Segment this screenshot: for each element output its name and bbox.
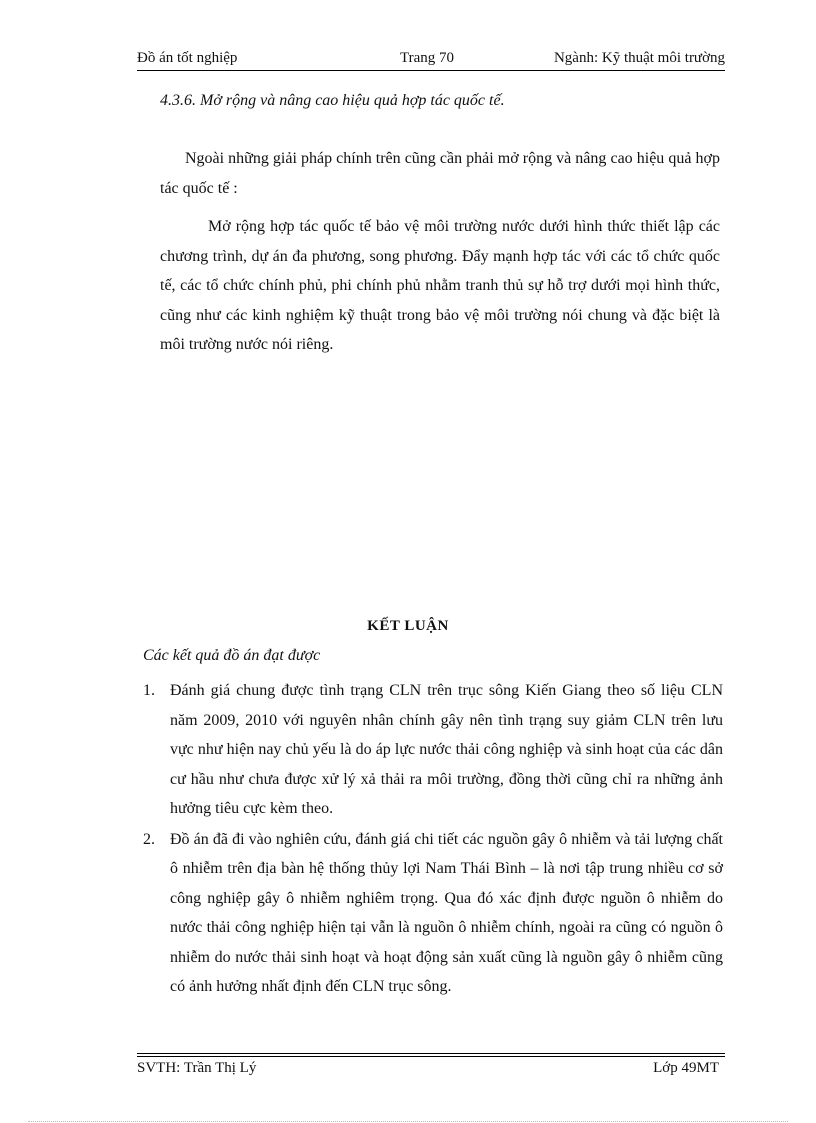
list-item-text: Đánh giá chung được tình trạng CLN trên trục sông Kiến Giang theo số liệu CLN năm 2009, 2010 với nguyên nhân chính gây nên tình trạng suy giảm CLN trên lưu vực như hiện nay chủ yếu là do áp lực nước thải công nghiệp và sinh hoạt của các dân cư hầu như chưa được xử lý xả thải ra môi trường, đồng thời cũng chỉ ra những ảnh hưởng tiêu cực kèm theo. — [170, 682, 723, 817]
footer-student: SVTH: Trần Thị Lý — [137, 1060, 257, 1076]
section-title: 4.3.6. Mở rộng và nâng cao hiệu quả hợp tác quốc tế. — [160, 92, 505, 109]
header-page-number: Trang 70 — [400, 50, 455, 66]
list-item-number: 1. — [143, 682, 155, 699]
conclusion-subtitle: Các kết quả đồ án đạt được — [143, 647, 321, 664]
list-item-number: 2. — [143, 830, 155, 848]
section-intro-paragraph: Ngoài những giải pháp chính trên cũng cần phải mở rộng và nâng cao hiệu quả hợp tác quốc tế : — [160, 150, 720, 197]
page-edge-divider — [28, 1121, 788, 1122]
section-body-paragraph: Mở rộng hợp tác quốc tế bảo vệ môi trường nước dưới hình thức thiết lập các chương trình, dự án đa phương, song phương. Đẩy mạnh hợp tác với các tổ chức quốc tế, các tổ chức chính phủ, phi chính phủ nhằm tranh thủ sự hỗ trợ dưới mọi hình thức, cũng như các kinh nghiệm kỹ thuật trong bảo vệ môi trường nói chung và đặc biệt là môi trường nước nói riêng. — [160, 218, 720, 353]
page-footer — [137, 1053, 725, 1078]
conclusion-list — [143, 676, 723, 1002]
conclusion-heading: KẾT LUẬN — [367, 618, 449, 634]
header-doc-type: Đồ án tốt nghiệp — [137, 50, 238, 66]
header-major: Ngành: Kỹ thuật môi trường — [553, 50, 725, 66]
list-item — [143, 676, 723, 824]
list-item — [143, 825, 723, 1002]
page-header — [137, 50, 725, 71]
list-item-text: Đồ án đã đi vào nghiên cứu, đánh giá chi tiết các nguồn gây ô nhiễm và tải lượng chất ô nhiễm trên địa bàn hệ thống thủy lợi Nam Thái Bình – là nơi tập trung nhiều cơ sở công nghiệp gây ô nhiễm nghiêm trọng. Qua đó xác định được nguồn ô nhiễm do nước thải công nghiệp hiện tại vẫn là nguồn ô nhiễm chính, ngoài ra cũng có nguồn ô nhiễm do nước thải sinh hoạt và hoạt động sản xuất cũng là nguồn gây ô nhiễm cũng có ảnh hưởng nhất định đến CLN trục sông. — [170, 830, 723, 995]
footer-class: Lớp 49MT — [653, 1060, 719, 1076]
